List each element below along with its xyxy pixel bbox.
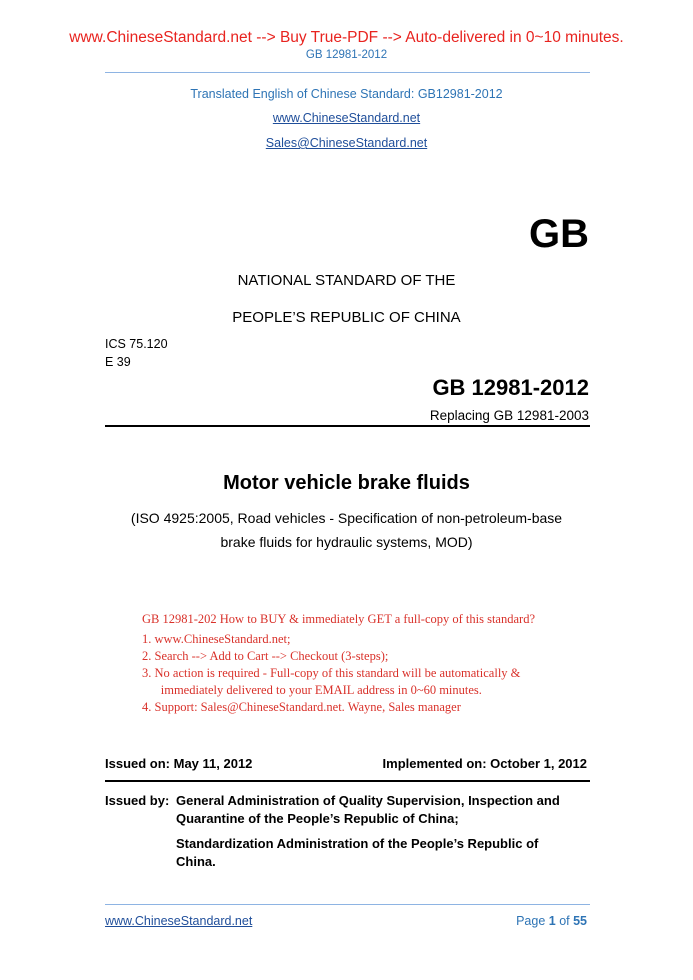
implemented-on: Implemented on: October 1, 2012 xyxy=(382,756,587,771)
standard-number: GB 12981-2012 xyxy=(432,375,589,400)
issuer-1-line2: Quarantine of the People’s Republic of China; xyxy=(176,811,459,826)
issued-by-label: Issued by: xyxy=(105,793,170,808)
purchase-step: 4. Support: Sales@ChineseStandard.net. Wayne, Sales manager xyxy=(142,700,461,714)
gb-mark: GB xyxy=(529,212,589,256)
footer-site-link[interactable]: www.ChineseStandard.net xyxy=(105,914,253,928)
issuer-2-line2: China. xyxy=(176,854,216,869)
purchase-step: immediately delivered to your EMAIL address in 0~60 minutes. xyxy=(142,683,482,697)
issuer-2-line1: Standardization Administration of the People’s Republic of xyxy=(176,836,539,851)
title-divider xyxy=(105,425,590,427)
national-standard-line1: NATIONAL STANDARD OF THE xyxy=(237,272,456,289)
translated-note: Translated English of Chinese Standard: GB12981-2012 xyxy=(190,87,503,101)
page-of: of xyxy=(555,914,574,928)
footer-divider xyxy=(105,904,590,905)
purchase-step: 3. No action is required - Full-copy of this standard will be automatically & xyxy=(142,666,521,680)
replacing-standard: Replacing GB 12981-2003 xyxy=(429,408,589,423)
issued-divider xyxy=(105,780,590,782)
purchase-step: 2. Search --> Add to Cart --> Checkout (3-steps); xyxy=(142,649,389,663)
page-indicator xyxy=(516,914,587,928)
purchase-step[interactable]: 1. www.ChineseStandard.net; xyxy=(142,632,291,646)
page-total: 55 xyxy=(573,914,587,928)
promo-banner[interactable]: www.ChineseStandard.net --> Buy True-PDF --> Auto-delivered in 0~10 minutes. xyxy=(69,29,624,46)
header-standard-code: GB 12981-2012 xyxy=(305,49,388,61)
document-title: Motor vehicle brake fluids xyxy=(223,472,470,494)
issued-on: Issued on: May 11, 2012 xyxy=(105,756,253,771)
subtitle-line2: brake fluids for hydraulic systems, MOD) xyxy=(220,534,473,550)
subtitle-line1: (ISO 4925:2005, Road vehicles - Specification of non-petroleum-base xyxy=(130,510,563,526)
ics-code: ICS 75.120 xyxy=(105,337,168,351)
sales-email-link[interactable]: Sales@ChineseStandard.net xyxy=(265,136,428,150)
purchase-heading: GB 12981-202 How to BUY & immediately GET a full-copy of this standard? xyxy=(142,612,535,626)
site-link[interactable]: www.ChineseStandard.net xyxy=(272,111,421,125)
national-standard-line2: PEOPLE’S REPUBLIC OF CHINA xyxy=(232,309,461,326)
page-current: 1 xyxy=(548,914,556,928)
issuer-1-line1: General Administration of Quality Supervision, Inspection and xyxy=(176,793,560,808)
header-divider xyxy=(105,72,590,73)
ccs-code: E 39 xyxy=(105,355,131,369)
page-prefix: Page xyxy=(516,914,549,928)
